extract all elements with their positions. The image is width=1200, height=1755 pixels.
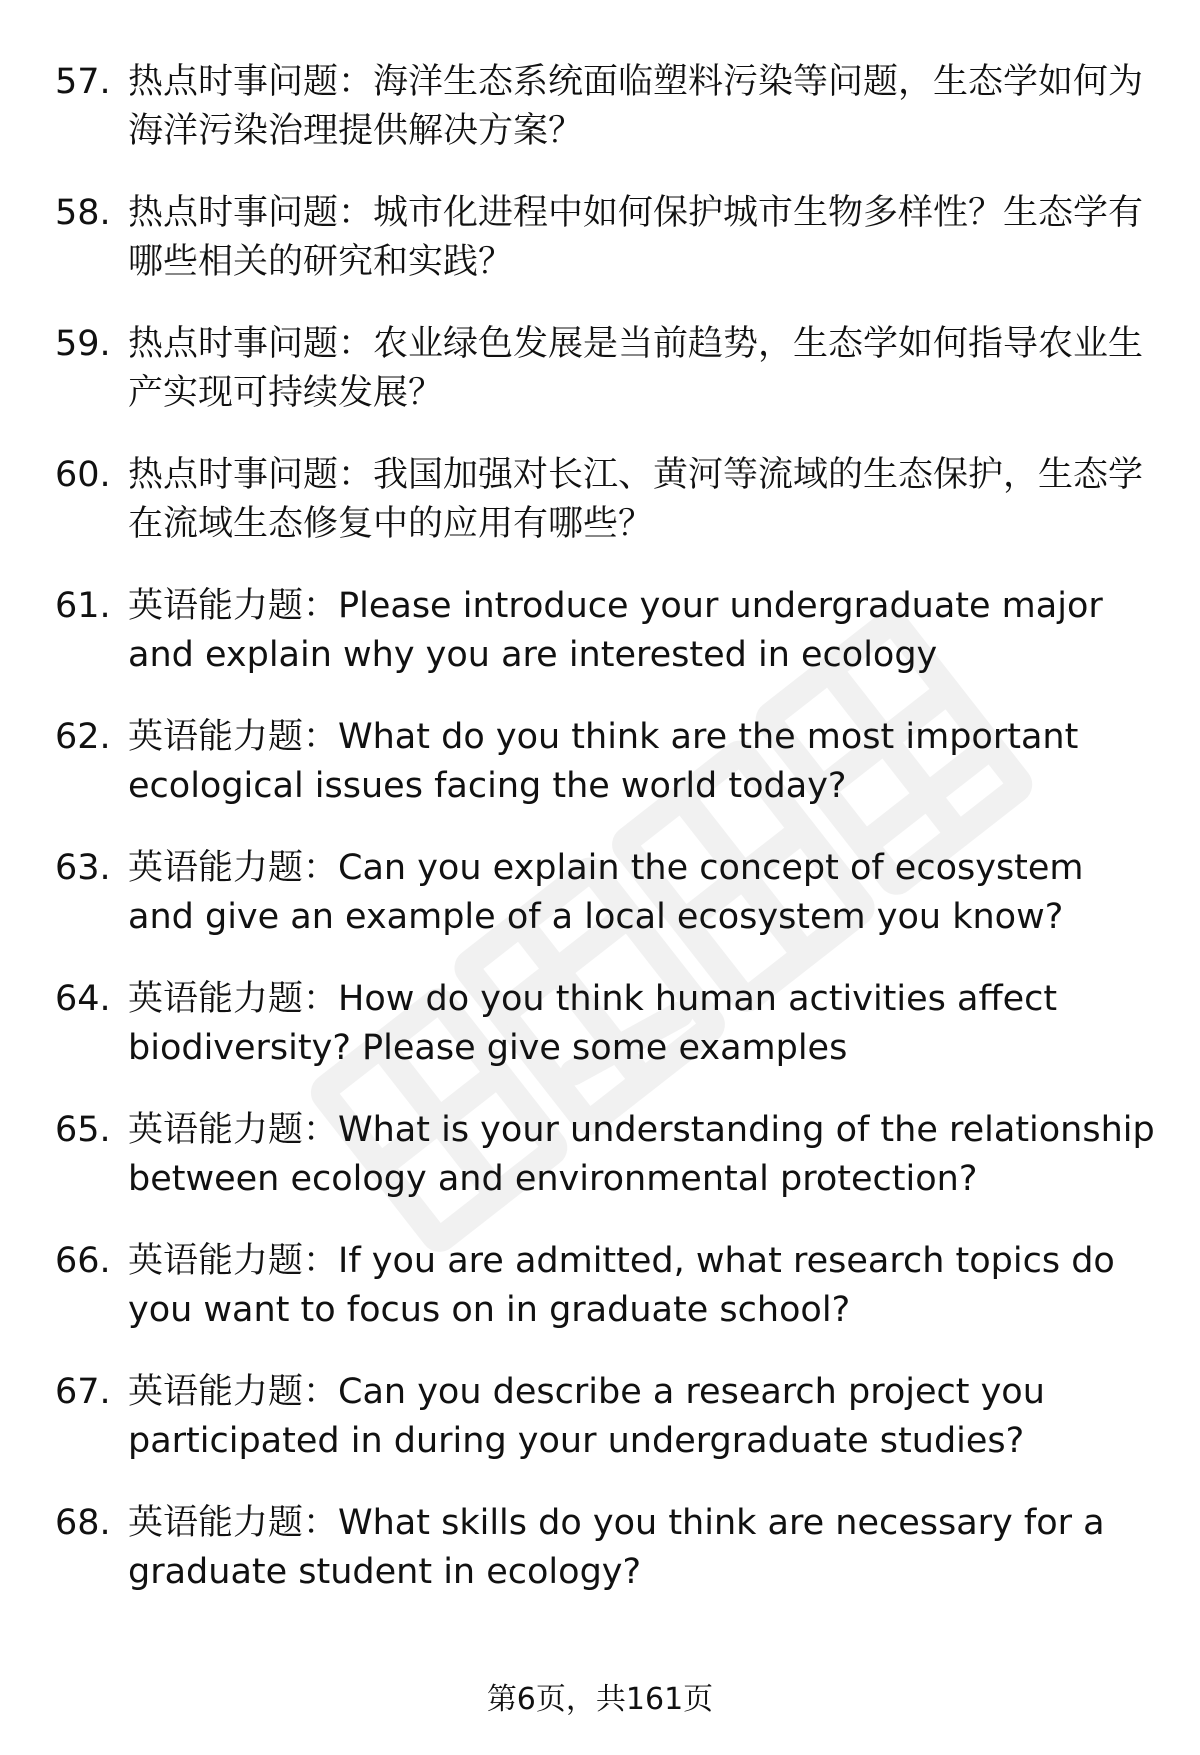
question-item	[0, 844, 1200, 975]
question-body: Can you explain the concept of ecosystem and give an example of a local ecosystem you know?	[128, 848, 1084, 937]
question-item	[0, 1368, 1200, 1499]
question-category: 英语能力题：	[128, 1372, 339, 1412]
question-body: Can you describe a research project you participated in during your undergraduate studies?	[128, 1372, 1045, 1461]
question-text	[128, 713, 1158, 811]
question-number: 64.	[55, 979, 111, 1019]
question-item	[0, 58, 1200, 189]
question-text	[128, 582, 1158, 680]
question-number: 62.	[55, 717, 111, 757]
question-text	[128, 1106, 1158, 1204]
question-category: 英语能力题：	[128, 717, 339, 757]
question-category: 热点时事问题：	[128, 193, 374, 233]
question-item	[0, 975, 1200, 1106]
question-body: What is your understanding of the relationship between ecology and environmental protection?	[128, 1110, 1155, 1199]
question-category: 英语能力题：	[128, 1503, 339, 1543]
question-body: What skills do you think are necessary for a graduate student in ecology?	[128, 1503, 1105, 1592]
question-item	[0, 1237, 1200, 1368]
question-item	[0, 451, 1200, 582]
question-category: 热点时事问题：	[128, 62, 374, 102]
question-item	[0, 1106, 1200, 1237]
page-footer: 第6页，共161页	[486, 1682, 714, 1717]
question-category: 英语能力题：	[128, 979, 339, 1019]
question-number: 57.	[55, 62, 111, 102]
question-category: 英语能力题：	[128, 586, 339, 626]
question-body: What do you think are the most important ecological issues facing the world today?	[128, 717, 1079, 806]
question-number: 68.	[55, 1503, 111, 1543]
question-category: 英语能力题：	[128, 848, 339, 888]
question-text	[128, 58, 1158, 156]
question-number: 63.	[55, 848, 111, 888]
question-category: 热点时事问题：	[128, 455, 374, 495]
question-text	[128, 189, 1158, 287]
question-category: 英语能力题：	[128, 1110, 339, 1150]
question-text	[128, 1237, 1158, 1335]
question-text	[128, 1368, 1158, 1466]
question-text	[128, 1499, 1158, 1597]
question-text	[128, 975, 1158, 1073]
question-item	[0, 713, 1200, 844]
question-body: How do you think human activities affect biodiversity? Please give some examples	[128, 979, 1058, 1068]
question-item	[0, 189, 1200, 320]
question-number: 61.	[55, 586, 111, 626]
question-body: If you are admitted, what research topics do you want to focus on in graduate school?	[128, 1241, 1115, 1330]
question-item	[0, 1499, 1200, 1630]
question-number: 59.	[55, 324, 111, 364]
question-category: 英语能力题：	[128, 1241, 339, 1281]
question-text	[128, 451, 1158, 549]
question-body: 海洋生态系统面临塑料污染等问题，生态学如何为海洋污染治理提供解决方案？	[128, 62, 1144, 151]
question-category: 热点时事问题：	[128, 324, 374, 364]
question-body: 城市化进程中如何保护城市生物多样性？生态学有哪些相关的研究和实践？	[128, 193, 1144, 282]
question-body: 农业绿色发展是当前趋势，生态学如何指导农业生产实现可持续发展？	[128, 324, 1144, 413]
question-number: 67.	[55, 1372, 111, 1412]
question-number: 66.	[55, 1241, 111, 1281]
question-list	[0, 58, 1200, 1630]
question-number: 65.	[55, 1110, 111, 1150]
question-body: 我国加强对长江、黄河等流域的生态保护，生态学在流域生态修复中的应用有哪些？	[128, 455, 1144, 544]
question-text	[128, 320, 1158, 418]
question-number: 60.	[55, 455, 111, 495]
question-number: 58.	[55, 193, 111, 233]
question-body: Please introduce your undergraduate major and explain why you are interested in ecology	[128, 586, 1103, 675]
question-text	[128, 844, 1158, 942]
question-item	[0, 320, 1200, 451]
question-item	[0, 582, 1200, 713]
